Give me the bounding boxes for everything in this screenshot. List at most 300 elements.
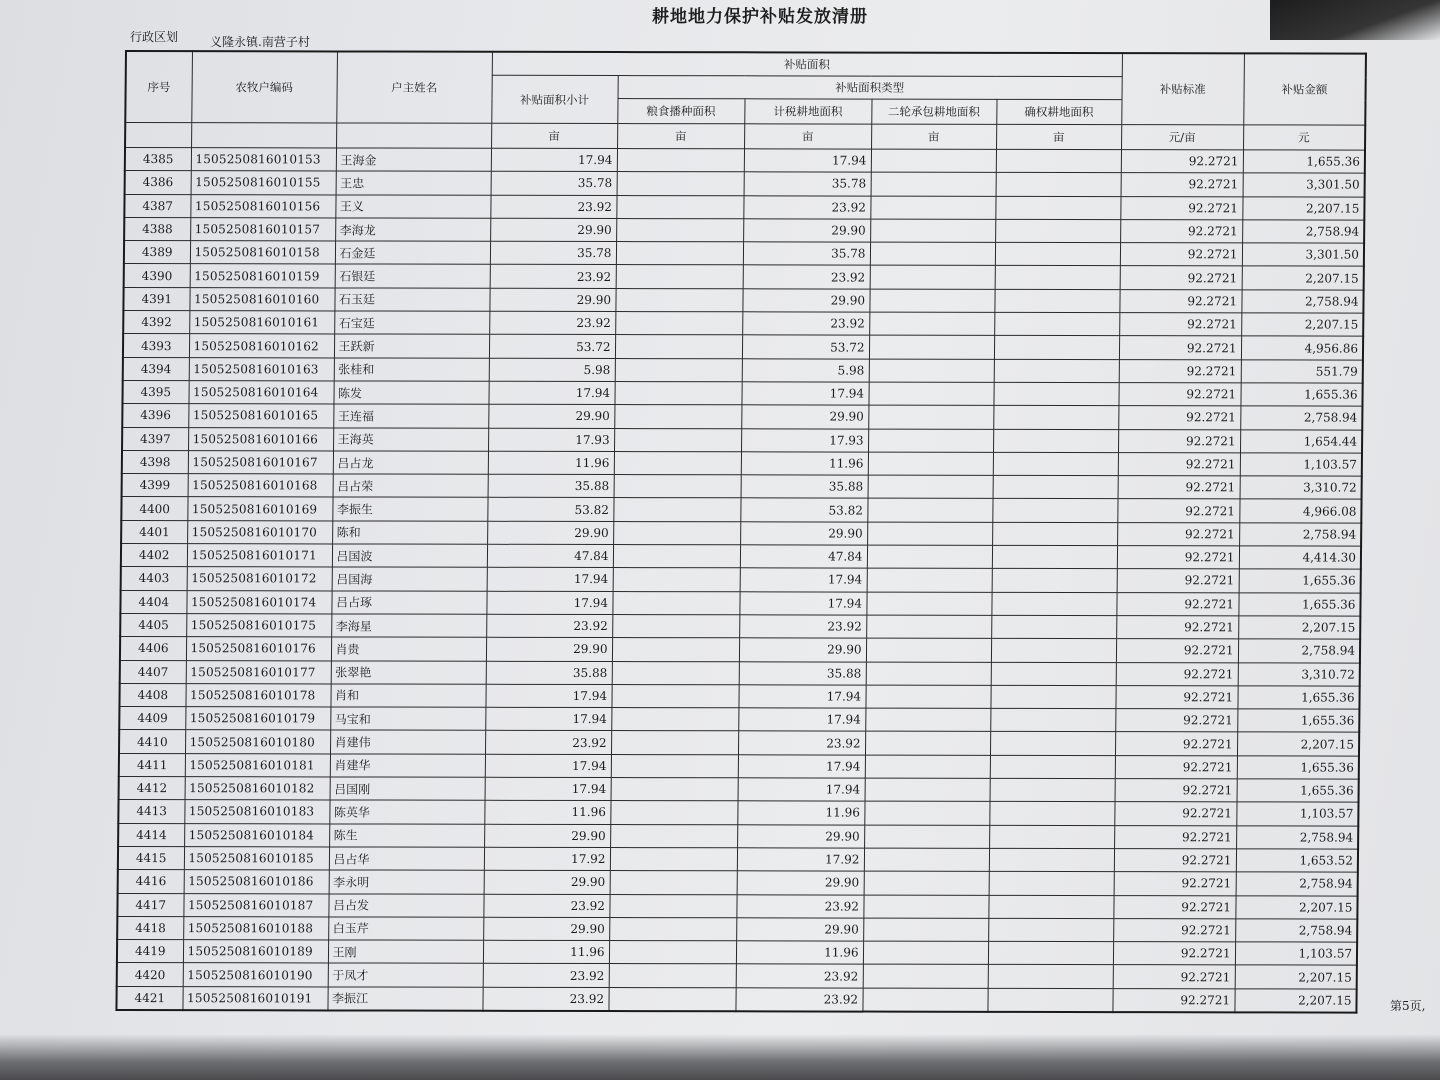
cell-name: 张桂和: [334, 358, 489, 382]
cell-standard: 92.2721: [1114, 872, 1236, 896]
cell-standard: 92.2721: [1121, 173, 1243, 197]
cell-taxed: 23.92: [738, 731, 865, 755]
cell-contract: [867, 568, 992, 592]
cell-seq: 4401: [121, 520, 187, 543]
table-row: [122, 427, 1362, 453]
cell-contract: [866, 638, 991, 662]
cell-taxed: 35.78: [743, 242, 870, 266]
table-row: [119, 707, 1359, 733]
cell-amount: 2,758.94: [1241, 290, 1363, 314]
unit-code: [191, 123, 336, 148]
cell-amount: 2,758.94: [1239, 523, 1361, 547]
cell-contract: [866, 592, 991, 616]
cell-contract: [864, 871, 989, 895]
cell-amount: 2,207.15: [1242, 196, 1364, 220]
cell-code: 1505250816010168: [188, 474, 333, 498]
table-row: [120, 613, 1360, 639]
cell-amount: 551.79: [1241, 360, 1363, 384]
cell-confirmed: [994, 289, 1119, 313]
cell-amount: 1,655.36: [1238, 592, 1360, 616]
cell-subtotal: 17.94: [485, 777, 611, 801]
cell-contract: [870, 219, 995, 243]
cell-taxed: 17.94: [738, 755, 865, 779]
cell-standard: 92.2721: [1120, 243, 1242, 267]
cell-amount: 2,758.94: [1235, 919, 1357, 943]
cell-grain: [614, 405, 741, 429]
cell-confirmed: [994, 312, 1119, 336]
unit-name: [336, 123, 491, 148]
cell-standard: 92.2721: [1116, 662, 1238, 686]
cell-taxed: 29.90: [743, 219, 870, 243]
cell-subtotal: 11.96: [484, 801, 610, 825]
cell-taxed: 23.92: [736, 964, 863, 988]
cell-grain: [610, 824, 737, 848]
cell-amount: 1,655.36: [1237, 756, 1359, 780]
cell-name: 吕国海: [332, 567, 487, 591]
page-title: 耕地地力保护补贴发放清册: [652, 7, 868, 27]
cell-seq: 4408: [119, 683, 185, 706]
cell-seq: 4405: [120, 613, 186, 636]
cell-seq: 4389: [124, 241, 190, 264]
table-row: [121, 520, 1361, 546]
cell-grain: [615, 312, 742, 336]
cell-grain: [617, 149, 744, 173]
cell-seq: 4421: [116, 986, 182, 1010]
cell-code: 1505250816010177: [186, 660, 331, 684]
cell-grain: [616, 218, 743, 242]
cell-seq: 4388: [124, 217, 190, 240]
cell-code: 1505250816010180: [185, 730, 330, 754]
cell-name: 肖和: [330, 684, 485, 708]
cell-contract: [869, 335, 994, 359]
cell-code: 1505250816010183: [184, 800, 329, 824]
unit-taxed: 亩: [744, 124, 871, 149]
cell-amount: 1,655.36: [1237, 686, 1359, 710]
cell-confirmed: [993, 429, 1118, 453]
cell-subtotal: 11.96: [488, 451, 614, 475]
cell-amount: 2,207.15: [1235, 895, 1357, 919]
cell-confirmed: [992, 499, 1117, 523]
cell-amount: 4,414.30: [1239, 546, 1361, 570]
cell-code: 1505250816010175: [186, 614, 331, 638]
cell-code: 1505250816010191: [182, 986, 327, 1010]
cell-code: 1505250816010161: [189, 311, 334, 335]
cell-subtotal: 35.78: [490, 241, 616, 265]
cell-confirmed: [995, 196, 1120, 220]
cell-code: 1505250816010189: [183, 940, 328, 964]
cell-standard: 92.2721: [1119, 289, 1241, 313]
cell-confirmed: [990, 685, 1115, 709]
table-body: [116, 148, 1365, 1013]
cell-grain: [614, 451, 741, 475]
header-contract: 二轮承包耕地面积: [871, 99, 996, 124]
cell-contract: [867, 522, 992, 546]
cell-grain: [616, 195, 743, 219]
cell-subtotal: 35.88: [486, 661, 612, 685]
cell-code: 1505250816010164: [188, 381, 333, 405]
cell-code: 1505250816010184: [184, 823, 329, 847]
header-grain: 粮食播种面积: [617, 99, 744, 124]
cell-grain: [614, 382, 741, 406]
table-row: [123, 311, 1363, 337]
cell-name: 陈和: [332, 521, 487, 545]
cell-standard: 92.2721: [1120, 266, 1242, 290]
cell-grain: [613, 498, 740, 522]
cell-amount: 2,207.15: [1234, 989, 1356, 1013]
cell-seq: 4385: [125, 148, 191, 171]
cell-subtotal: 17.94: [485, 754, 611, 778]
cell-contract: [869, 289, 994, 313]
header-taxed: 计税耕地面积: [744, 99, 871, 124]
cell-subtotal: 11.96: [483, 940, 609, 964]
cell-subtotal: 35.78: [491, 172, 617, 196]
cell-grain: [610, 801, 737, 825]
table-row: [123, 334, 1363, 360]
cell-seq: 4393: [123, 334, 189, 357]
cell-subtotal: 23.92: [482, 987, 608, 1011]
cell-contract: [869, 359, 994, 383]
cell-taxed: 17.94: [740, 568, 867, 592]
cell-standard: 92.2721: [1120, 219, 1242, 243]
cell-contract: [865, 755, 990, 779]
table-row: [119, 753, 1359, 779]
cell-seq: 4413: [118, 800, 184, 823]
cell-amount: 1,653.52: [1236, 849, 1358, 873]
cell-seq: 4418: [117, 916, 183, 939]
cell-taxed: 29.90: [737, 824, 864, 848]
cell-seq: 4419: [117, 940, 183, 963]
cell-grain: [612, 661, 739, 685]
cell-standard: 92.2721: [1113, 918, 1235, 942]
cell-confirmed: [989, 825, 1114, 849]
cell-standard: 92.2721: [1116, 639, 1238, 663]
cell-seq: 4386: [125, 171, 191, 194]
cell-grain: [610, 847, 737, 871]
table-row: [125, 148, 1365, 174]
cell-name: 王忠: [336, 171, 491, 195]
cell-contract: [865, 731, 990, 755]
cell-amount: 1,655.36: [1237, 779, 1359, 803]
cell-subtotal: 17.94: [488, 381, 614, 405]
cell-amount: 3,301.50: [1243, 173, 1365, 197]
cell-grain: [616, 265, 743, 289]
cell-seq: 4397: [122, 427, 188, 450]
cell-seq: 4391: [123, 287, 189, 310]
cell-taxed: 47.84: [740, 545, 867, 569]
table-row: [118, 823, 1358, 849]
cell-code: 1505250816010181: [185, 753, 330, 777]
cell-seq: 4410: [119, 730, 185, 753]
cell-amount: 2,758.94: [1236, 872, 1358, 896]
cell-seq: 4404: [120, 590, 186, 613]
cell-code: 1505250816010186: [184, 870, 329, 894]
cell-code: 1505250816010166: [188, 427, 333, 451]
cell-grain: [613, 568, 740, 592]
cell-seq: 4420: [117, 963, 183, 986]
cell-name: 石金廷: [335, 241, 490, 265]
cell-taxed: 17.93: [741, 428, 868, 452]
table-row: [121, 544, 1361, 570]
cell-seq: 4398: [122, 450, 188, 473]
cell-name: 王海英: [333, 428, 488, 452]
cell-confirmed: [993, 382, 1118, 406]
background-shadow-top: [1270, 0, 1440, 40]
table-row: [118, 800, 1358, 826]
cell-seq: 4402: [121, 544, 187, 567]
cell-grain: [612, 591, 739, 615]
cell-seq: 4396: [122, 404, 188, 427]
cell-name: 张翠艳: [331, 660, 486, 684]
cell-confirmed: [995, 219, 1120, 243]
cell-name: 吕国刚: [330, 777, 485, 801]
cell-standard: 92.2721: [1118, 383, 1240, 407]
cell-subtotal: 29.90: [487, 521, 613, 545]
cell-grain: [613, 545, 740, 569]
table-row: [122, 404, 1362, 430]
cell-subtotal: 17.94: [491, 148, 617, 172]
cell-grain: [609, 917, 736, 941]
cell-seq: 4403: [121, 567, 187, 590]
cell-name: 吕国波: [332, 544, 487, 568]
cell-name: 李海星: [331, 614, 486, 638]
cell-grain: [614, 475, 741, 499]
cell-standard: 92.2721: [1114, 802, 1236, 826]
cell-standard: 92.2721: [1115, 755, 1237, 779]
cell-amount: 2,758.94: [1238, 639, 1360, 663]
cell-subtotal: 53.72: [489, 335, 615, 359]
cell-amount: 1,654.44: [1240, 429, 1362, 453]
cell-confirmed: [994, 359, 1119, 383]
cell-subtotal: 5.98: [489, 358, 615, 382]
cell-name: 李振江: [327, 987, 482, 1011]
cell-confirmed: [994, 336, 1119, 360]
cell-subtotal: 23.92: [490, 265, 616, 289]
table-row: [124, 194, 1364, 220]
header-confirmed: 确权耕地面积: [996, 99, 1121, 124]
cell-subtotal: 17.94: [487, 568, 613, 592]
cell-grain: [611, 778, 738, 802]
cell-confirmed: [991, 639, 1116, 663]
table-row: [124, 264, 1364, 290]
cell-standard: 92.2721: [1116, 592, 1238, 616]
cell-subtotal: 29.90: [489, 288, 615, 312]
cell-code: 1505250816010156: [190, 194, 335, 218]
cell-confirmed: [996, 149, 1121, 173]
table-header: [125, 51, 1366, 150]
cell-contract: [868, 452, 993, 476]
cell-name: 陈英华: [329, 800, 484, 824]
header-code: 农牧户编码: [191, 51, 337, 123]
cell-standard: 92.2721: [1119, 313, 1241, 337]
cell-confirmed: [991, 592, 1116, 616]
cell-taxed: 29.90: [739, 638, 866, 662]
header-name: 户主姓名: [336, 51, 492, 123]
subsidy-table: [115, 50, 1367, 1014]
cell-grain: [617, 172, 744, 196]
table-row: [124, 217, 1364, 243]
cell-standard: 92.2721: [1119, 359, 1241, 383]
cell-confirmed: [992, 545, 1117, 569]
cell-standard: 92.2721: [1119, 336, 1241, 360]
cell-taxed: 23.92: [739, 615, 866, 639]
cell-name: 白玉芹: [328, 917, 483, 941]
unit-standard: 元/亩: [1121, 125, 1243, 150]
cell-code: 1505250816010167: [188, 450, 333, 474]
cell-grain: [611, 684, 738, 708]
cell-code: 1505250816010163: [189, 357, 334, 381]
cell-name: 李海龙: [335, 218, 490, 242]
cell-code: 1505250816010170: [187, 520, 332, 544]
register-sheet: [115, 50, 1365, 1014]
background-shadow-bottom: [0, 1034, 1440, 1080]
cell-name: 吕占发: [328, 893, 483, 917]
cell-confirmed: [996, 173, 1121, 197]
table-row: [116, 986, 1356, 1012]
header-standard: 补贴标准: [1121, 53, 1244, 125]
cell-confirmed: [990, 708, 1115, 732]
cell-name: 王连福: [333, 404, 488, 428]
cell-subtotal: 29.90: [483, 917, 609, 941]
table-row: [123, 357, 1363, 383]
cell-taxed: 17.94: [744, 149, 871, 173]
cell-code: 1505250816010160: [189, 287, 334, 311]
cell-taxed: 17.94: [738, 708, 865, 732]
cell-taxed: 23.92: [742, 312, 869, 336]
cell-seq: 4400: [121, 497, 187, 520]
cell-name: 吕占琢: [331, 591, 486, 615]
table-row: [118, 846, 1358, 872]
cell-contract: [868, 382, 993, 406]
table-row: [119, 777, 1359, 803]
cell-amount: 1,103.57: [1240, 453, 1362, 477]
cell-confirmed: [992, 569, 1117, 593]
cell-taxed: 29.90: [737, 871, 864, 895]
cell-standard: 92.2721: [1117, 522, 1239, 546]
cell-taxed: 17.94: [741, 382, 868, 406]
cell-contract: [863, 941, 988, 965]
cell-grain: [609, 941, 736, 965]
cell-seq: 4390: [124, 264, 190, 287]
cell-confirmed: [993, 475, 1118, 499]
cell-confirmed: [990, 732, 1115, 756]
cell-taxed: 5.98: [742, 358, 869, 382]
cell-subtotal: 35.88: [488, 474, 614, 498]
cell-confirmed: [989, 802, 1114, 826]
cell-amount: 4,956.86: [1241, 336, 1363, 360]
cell-standard: 92.2721: [1113, 942, 1235, 966]
cell-taxed: 11.96: [736, 941, 863, 965]
cell-contract: [868, 429, 993, 453]
cell-code: 1505250816010185: [184, 847, 329, 871]
cell-seq: 4399: [122, 474, 188, 497]
cell-seq: 4387: [124, 194, 190, 217]
cell-confirmed: [993, 406, 1118, 430]
cell-taxed: 23.92: [735, 987, 862, 1011]
cell-confirmed: [988, 965, 1113, 989]
cell-contract: [868, 405, 993, 429]
cell-name: 李永明: [329, 870, 484, 894]
cell-name: 石宝廷: [334, 311, 489, 335]
cell-confirmed: [993, 452, 1118, 476]
cell-grain: [616, 242, 743, 266]
cell-taxed: 23.92: [743, 195, 870, 219]
cell-amount: 2,207.15: [1235, 965, 1357, 989]
cell-subtotal: 23.92: [485, 731, 611, 755]
cell-contract: [863, 895, 988, 919]
cell-seq: 4409: [119, 707, 185, 730]
cell-seq: 4417: [117, 893, 183, 916]
cell-name: 王海金: [336, 148, 491, 172]
unit-confirmed: 亩: [996, 124, 1121, 149]
cell-subtotal: 53.82: [487, 498, 613, 522]
cell-name: 石银廷: [335, 264, 490, 288]
cell-name: 肖贵: [331, 637, 486, 661]
cell-seq: 4416: [118, 870, 184, 893]
cell-seq: 4395: [122, 380, 188, 403]
cell-amount: 1,655.36: [1243, 150, 1365, 174]
cell-confirmed: [995, 266, 1120, 290]
cell-code: 1505250816010155: [191, 171, 336, 195]
cell-grain: [612, 614, 739, 638]
cell-grain: [610, 871, 737, 895]
cell-taxed: 17.94: [739, 591, 866, 615]
cell-code: 1505250816010187: [183, 893, 328, 917]
cell-code: 1505250816010188: [183, 916, 328, 940]
cell-amount: 2,207.15: [1242, 266, 1364, 290]
cell-seq: 4407: [120, 660, 186, 683]
cell-standard: 92.2721: [1114, 848, 1236, 872]
cell-grain: [612, 638, 739, 662]
header-subtotal: 补贴面积小计: [491, 75, 617, 123]
cell-code: 1505250816010176: [186, 637, 331, 661]
table-row: [117, 893, 1357, 919]
cell-standard: 92.2721: [1118, 452, 1240, 476]
cell-code: 1505250816010171: [187, 544, 332, 568]
cell-name: 王刚: [328, 940, 483, 964]
cell-name: 王跃新: [334, 334, 489, 358]
cell-confirmed: [990, 778, 1115, 802]
cell-subtotal: 23.92: [483, 964, 609, 988]
cell-standard: 92.2721: [1118, 406, 1240, 430]
cell-subtotal: 29.90: [490, 218, 616, 242]
cell-seq: 4394: [123, 357, 189, 380]
cell-contract: [871, 149, 996, 173]
cell-subtotal: 23.92: [489, 311, 615, 335]
cell-confirmed: [991, 662, 1116, 686]
table-row: [120, 660, 1360, 686]
cell-contract: [871, 172, 996, 196]
cell-contract: [863, 964, 988, 988]
cell-standard: 92.2721: [1113, 895, 1235, 919]
cell-contract: [869, 312, 994, 336]
cell-grain: [611, 731, 738, 755]
cell-amount: 1,655.36: [1237, 709, 1359, 733]
cell-taxed: 29.90: [741, 405, 868, 429]
cell-subtotal: 29.90: [486, 638, 612, 662]
cell-name: 马宝和: [330, 707, 485, 731]
cell-taxed: 53.72: [742, 335, 869, 359]
cell-name: 吕占华: [329, 847, 484, 871]
cell-code: 1505250816010179: [185, 707, 330, 731]
table-row: [125, 171, 1365, 197]
cell-contract: [865, 778, 990, 802]
table-row: [121, 497, 1361, 523]
header-amount: 补贴金额: [1243, 53, 1366, 125]
cell-standard: 92.2721: [1117, 499, 1239, 523]
cell-subtotal: 17.94: [486, 591, 612, 615]
cell-code: 1505250816010182: [185, 777, 330, 801]
cell-taxed: 11.96: [737, 801, 864, 825]
